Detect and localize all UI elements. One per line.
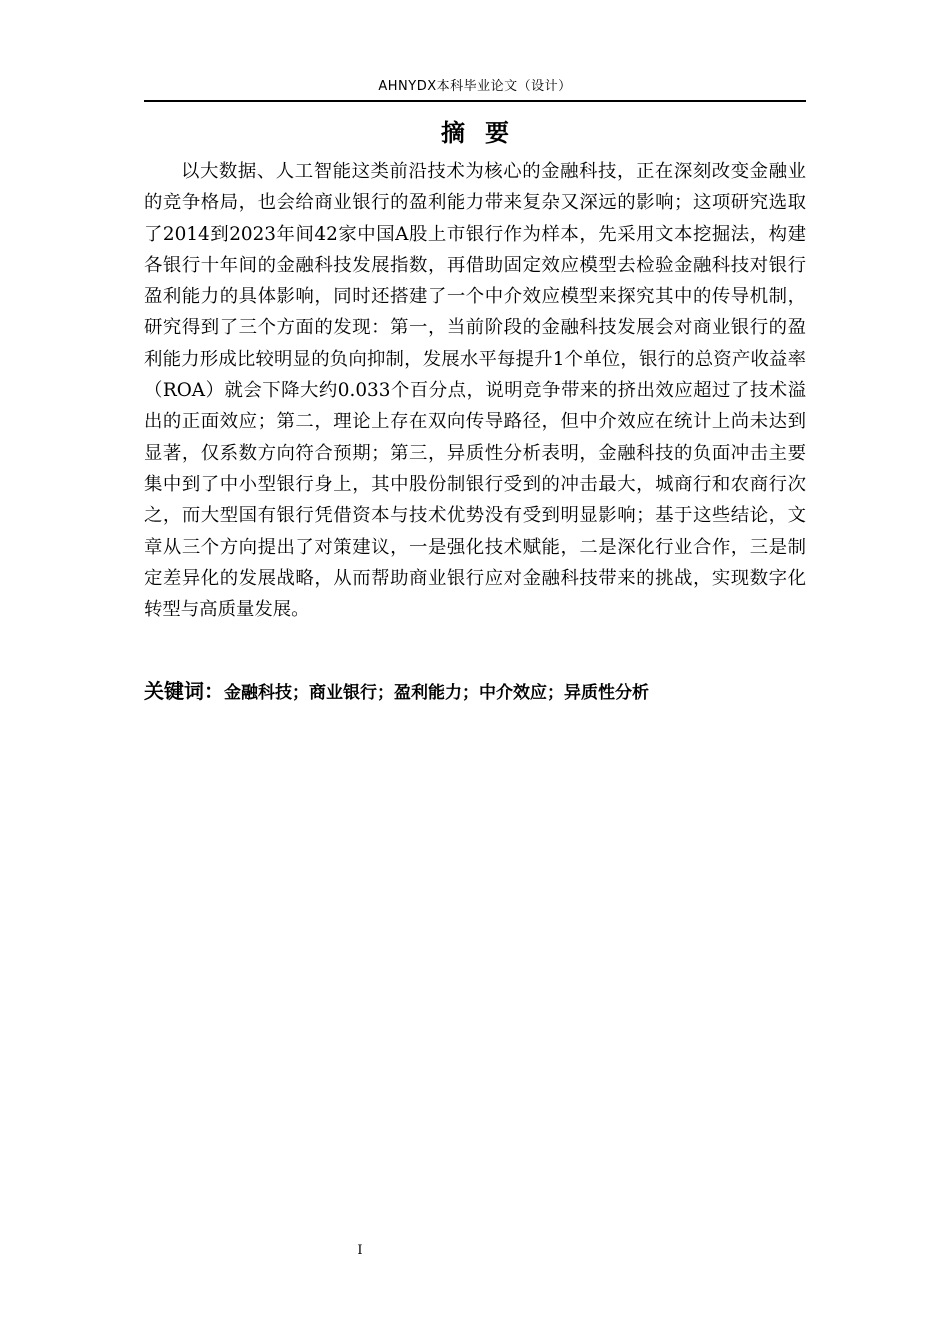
keywords-label: 关键词： bbox=[144, 679, 224, 703]
keywords-list: 金融科技；商业银行；盈利能力；中介效应；异质性分析 bbox=[224, 683, 649, 703]
page-number: I bbox=[357, 1243, 363, 1258]
abstract-title: 摘要 bbox=[441, 119, 529, 147]
running-header: AHNYDX本科毕业论文（设计） bbox=[378, 79, 572, 94]
header-divider bbox=[144, 100, 806, 102]
abstract-body: 以大数据、人工智能这类前沿技术为核心的金融科技，正在深刻改变金融业的竞争格局，也会给商业银行的盈利能力带来复杂又深远的影响；这项研究选取了2014到2023年间42家中国A股上市银行作为样本，先采用文本挖掘法，构建各银行十年间的金融科技发展指数，再借助固定效应模型去检验金融科技对银行盈利能力的具体影响，同时还搭建了一个中介效应模型来探究其中的传导机制，研究得到了三个方面的发现：第一，当前阶段的金融科技发展会对商业银行的盈利能力形成比较明显的负向抑制，发展水平每提升1个单位，银行的总资产收益率（ROA）就会下降大约0.033个百分点，说明竞争带来的挤出效应超过了技术溢出的正面效应；第二，理论上存在双向传导路径，但中介效应在统计上尚未达到显著，仅系数方向符合预期；第三，异质性分析表明，金融科技的负面冲击主要集中到了中小型银行身上，其中股份制银行受到的冲击最大，城商行和农商行次之，而大型国有银行凭借资本与技术优势没有受到明显影响；基于这些结论，文章从三个方向提出了对策建议，一是强化技术赋能，二是深化行业合作，三是制定差异化的发展战略，从而帮助商业银行应对金融科技带来的挑战，实现数字化转型与高质量发展。 bbox=[144, 161, 806, 621]
keywords-line bbox=[144, 676, 806, 708]
